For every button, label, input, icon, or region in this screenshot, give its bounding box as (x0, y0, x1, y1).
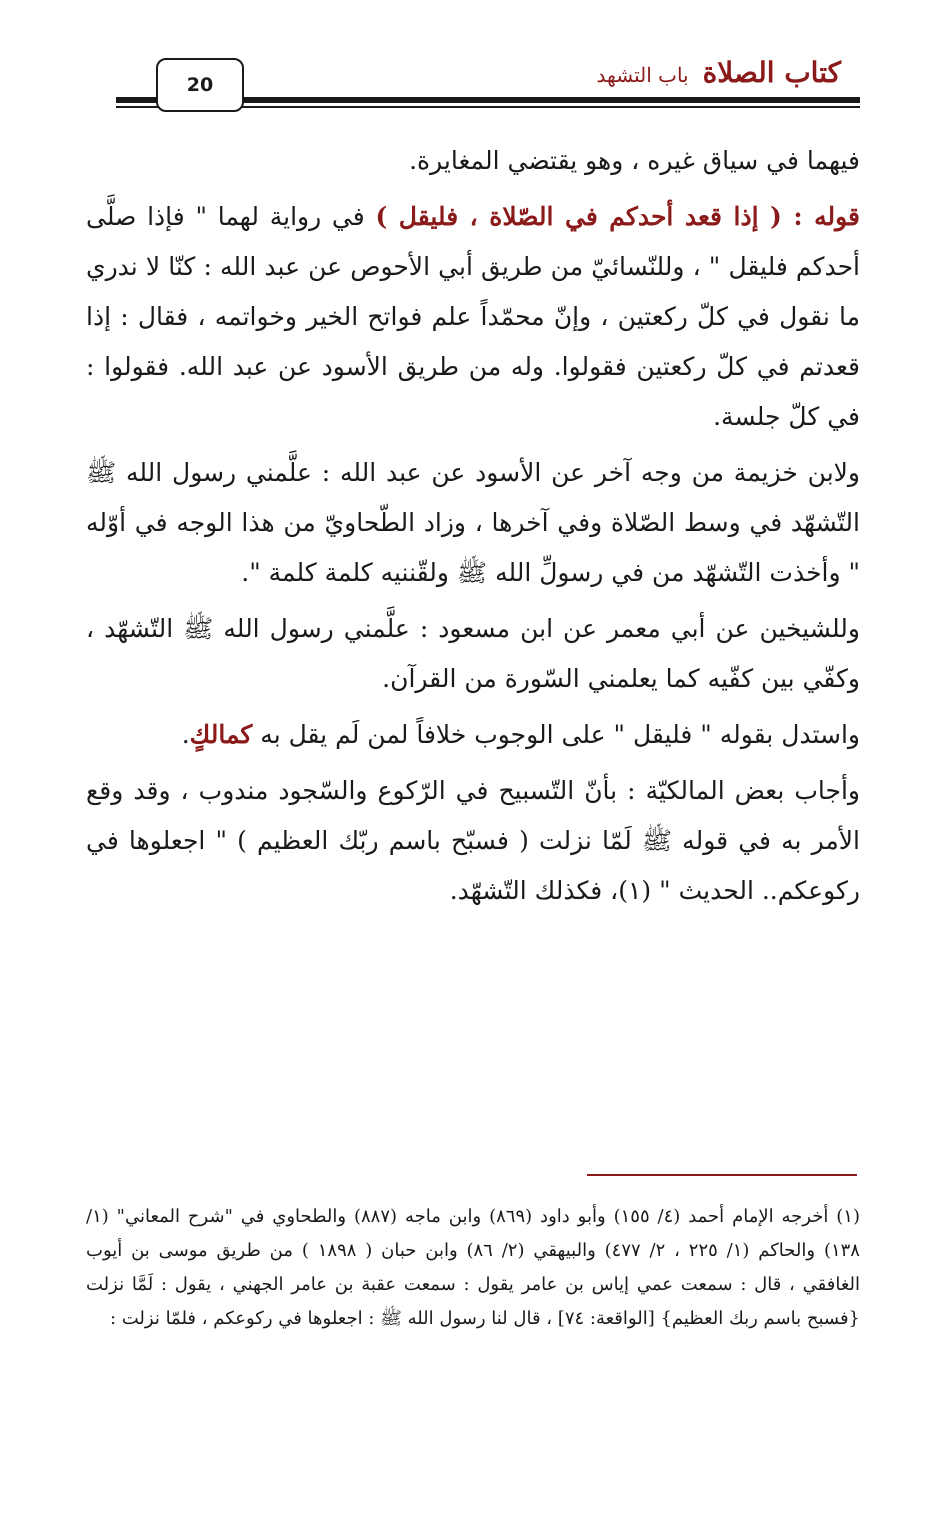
chapter-title: باب التشهد (596, 63, 689, 87)
footnotes (86, 1200, 860, 1336)
paragraph (86, 710, 860, 760)
footnote-separator (587, 1174, 857, 1176)
paragraph: ولابن خزيمة من وجه آخر عن الأسود عن عبد الله : علَّمني رسول الله ﷺ التّشهّد في وسط الصّلاة وفي آخرها ، وزاد الطّحاويّ من هذا الوجه في أوّله " وأخذت التّشهّد من في رسولِّ الله ﷺ ولقّننيه كلمة كلمة ". (86, 458, 860, 587)
highlighted-name: كمالكٍ (189, 720, 253, 749)
paragraph: فيهما في سياق غيره ، وهو يقتضي المغايرة. (409, 146, 860, 175)
page-number: 20 (186, 74, 214, 96)
paragraph: وللشيخين عن أبي معمر عن ابن مسعود : علَّمني رسول الله ﷺ التّشهّد ، وكفّي بين كفّيه كما يعلمني السّورة من القرآن. (86, 614, 860, 693)
paragraph (86, 192, 860, 442)
page-number-box (156, 58, 244, 112)
book-title: كتاب الصلاة (702, 56, 841, 89)
paragraph-text: . (181, 720, 190, 749)
paragraph-text: واستدل بقوله " فليقل " على الوجوب خلافاً لمن لَم يقل به (252, 720, 860, 749)
paragraph-text: في رواية لهما " فإذا صلَّى أحدكم فليقل " ، وللنّسائيّ من طريق أبي الأحوص عن عبد الله : كنّا لا ندري ما نقول في كلّ ركعتين ، وإنّ محمّداً علم فواتح الخير وخواتمه ، فقال : إذا قعدتم في كلّ ركعتين فقولوا. وله من طريق الأسود عن عبد الله. فقولوا : في كلّ جلسة. (86, 202, 860, 431)
paragraph: وأجاب بعض المالكيّة : بأنّ التّسبيح في الرّكوع والسّجود مندوب ، وقد وقع الأمر به في قوله ﷺ لَمّا نزلت ( فسبّح باسم ربّك العظيم ) " اجعلوها في ركوعكم.. الحديث " (١)، فكذلك التّشهّد. (86, 776, 860, 905)
quoted-hadith: قوله : ( إذا قعد أحدكم في الصّلاة ، فليقل ) (375, 202, 860, 231)
running-header (597, 56, 841, 89)
main-text (86, 136, 860, 922)
footnote-1: (١) أخرجه الإمام أحمد (٤/ ١٥٥) وأبو داود (٨٦٩) وابن ماجه (٨٨٧) والطحاوي في "شرح المعاني" (١/ ١٣٨) والحاكم (١/ ٢٢٥ ، ٢/ ٤٧٧) والبيهقي (٢/ ٨٦) وابن حبان ( ١٨٩٨ ) من طريق موسى بن أيوب الغافقي ، قال : سمعت عمي إياس بن عامر يقول : سمعت عقبة بن عامر الجهني ، يقول : لَمَّا نزلت {فسبح باسم ربك العظيم} [الواقعة: ٧٤] ، قال لنا رسول الله ﷺ : اجعلوها في ركوعكم ، فلمّا نزلت : (86, 1206, 860, 1329)
